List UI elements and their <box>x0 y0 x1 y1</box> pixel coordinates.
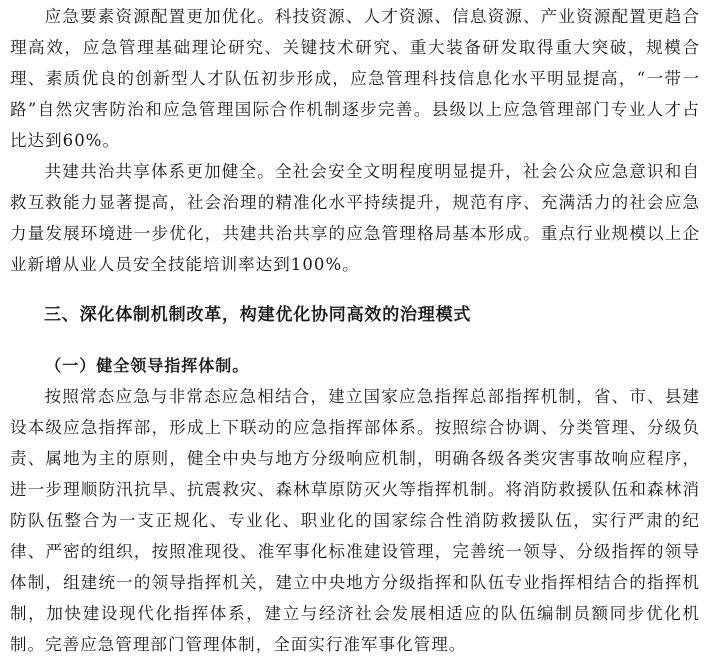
paragraph-resource-allocation <box>10 1 700 156</box>
paragraph-governance-system <box>10 156 700 280</box>
paragraph-command-system: 按照常态应急与非常态应急相结合，建立国家应急指挥总部指挥机制，省、市、县建设本级应急指挥部，形成上下联动的应急指挥部体系。按照综合协调、分类管理、分级负责、属地为主的原则，健全中央与地方分级响应机制，明确各级各类灾害事故响应程序，进一步理顺防汛抗旱、抗震救灾、森林草原防灭火等指挥机制。将消防救援队伍和森林消防队伍整合为一支正规化、专业化、职业化的国家综合性消防救援队伍，实行严肃的纪律、严密的组织，按照准现役、准军事化标准建设管理，完善统一领导、分级指挥的领导体制，组建统一的领导指挥机关，建立中央地方分级指挥和队伍专业指挥相结合的指挥机制，加快建设现代化指挥体系，建立与经济社会发展相适应的队伍编制员额同步优化机制。完善应急管理部门管理体制，全面实行准军事化管理。 <box>10 387 700 654</box>
paragraph-text: 全社会安全文明程度明显提升，社会公众应急意识和自救互救能力显著提高，社会治理的精准化水平持续提升，规范有序、充满活力的社会应急力量发展环境进一步优化，共建共治共享的应急管理格局基本形成。重点行业规模以上企业新增从业人员安全技能培训率达到100%。 <box>10 162 701 274</box>
paragraph-lead: 共建共治共享体系更加健全。 <box>44 162 275 181</box>
section-heading: 三、深化体制机制改革，构建优化协同高效的治理模式 <box>44 305 472 325</box>
paragraph-lead: 应急要素资源配置更加优化。 <box>44 7 275 26</box>
subsection-heading: （一）健全领导指挥体制。 <box>45 356 250 375</box>
document-page <box>10 0 700 660</box>
paragraph-text: 科技资源、人才资源、信息资源、产业资源配置更趋合理高效，应急管理基础理论研究、关键技术研究、重大装备研发取得重大突破，规模合理、素质优良的创新型人才队伍初步形成，应急管理科技信息化水平明显提高，“一带一路”自然灾害防治和应急管理国际合作机制逐步完善。县级以上应急管理部门专业人才占比达到60%。 <box>10 7 701 150</box>
